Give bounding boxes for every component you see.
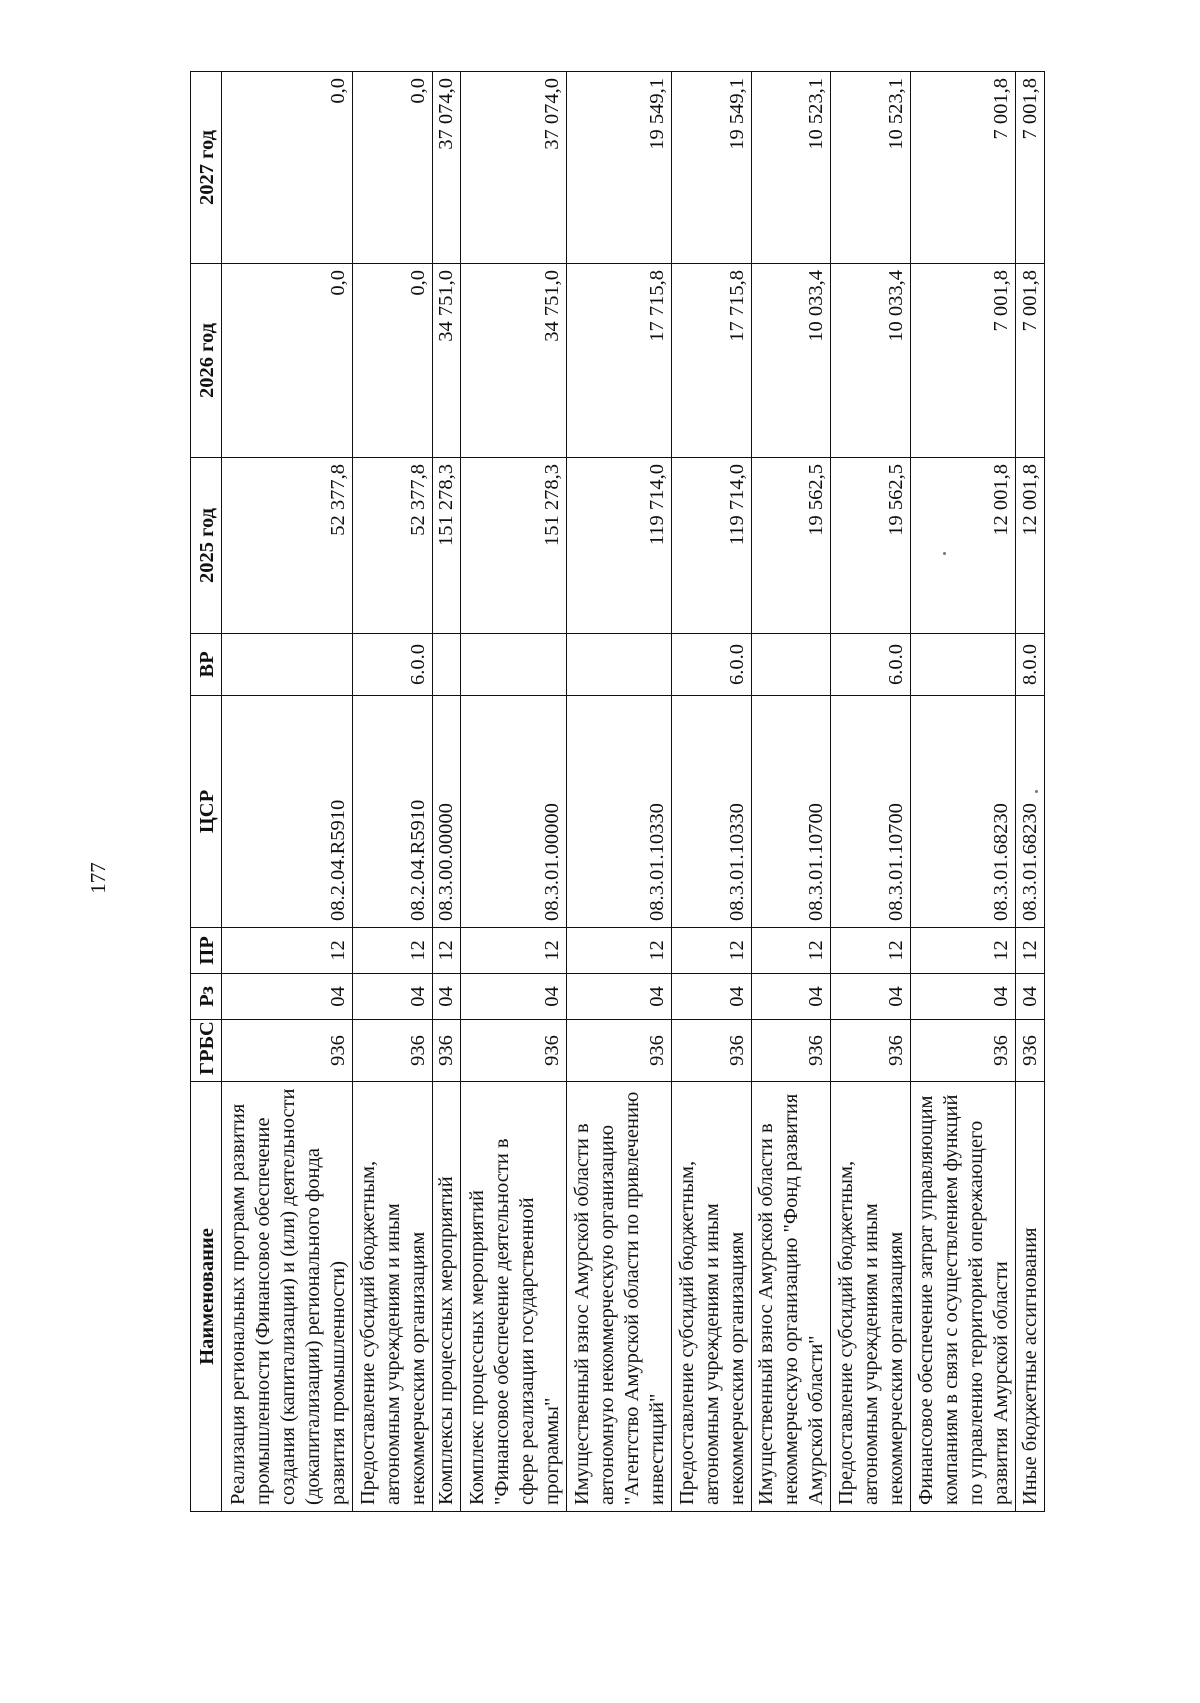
scan-speck [1035,790,1038,793]
cell-name: Реализация региональных программ развития промышленности (Финансовое обеспечение создания (капитализации) и (или) деятельности (докапитализации) регионального фонда развития промышленности) [222,1082,353,1512]
table-row [751,72,831,1512]
cell-y2025: 119 714,0 [566,458,671,634]
cell-y2026: 0,0 [222,264,353,458]
cell-vr [911,634,1016,696]
cell-y2027: 37 074,0 [461,72,566,264]
cell-grbs: 936 [461,1020,566,1082]
cell-y2026: 7 001,8 [911,264,1016,458]
cell-y2026: 34 751,0 [432,264,461,458]
cell-csr: 08.3.01.10700 [831,696,911,928]
cell-pr: 12 [432,928,461,974]
cell-vr: 6.0.0 [352,634,432,696]
cell-y2027: 0,0 [352,72,432,264]
cell-csr: 08.3.01.00000 [461,696,566,928]
cell-rz: 04 [352,974,432,1020]
table-row [461,72,566,1512]
table-row [831,72,911,1512]
header-row [191,72,222,1512]
cell-vr: 6.0.0 [831,634,911,696]
cell-y2026: 17 715,8 [566,264,671,458]
cell-grbs: 936 [751,1020,831,1082]
cell-csr: 08.3.00.00000 [432,696,461,928]
cell-name: Предоставление субсидий бюджетным, автономным учреждениям и иным некоммерческим организациям [671,1082,751,1512]
cell-grbs: 936 [831,1020,911,1082]
cell-vr: 8.0.0 [1016,634,1045,696]
cell-grbs: 936 [432,1020,461,1082]
cell-y2025: 12 001,8 [1016,458,1045,634]
header-name: Наименование [191,1082,222,1512]
cell-y2027: 19 549,1 [671,72,751,264]
cell-y2026: 0,0 [352,264,432,458]
cell-pr: 12 [566,928,671,974]
cell-name: Предоставление субсидий бюджетным, автономным учреждениям и иным некоммерческим организациям [831,1082,911,1512]
header-2027: 2027 год [191,72,222,264]
cell-rz: 04 [671,974,751,1020]
cell-rz: 04 [432,974,461,1020]
cell-pr: 12 [911,928,1016,974]
cell-grbs: 936 [1016,1020,1045,1082]
header-2025: 2025 год [191,458,222,634]
scan-speck [943,552,946,555]
cell-pr: 12 [1016,928,1045,974]
cell-name: Комплексы процессных мероприятий [432,1082,461,1512]
cell-vr: 6.0.0 [671,634,751,696]
cell-y2025: 12 001,8 [911,458,1016,634]
table-row [352,72,432,1512]
cell-y2026: 10 033,4 [751,264,831,458]
cell-y2026: 7 001,8 [1016,264,1045,458]
page-number: 177 [86,862,110,894]
cell-vr [222,634,353,696]
cell-pr: 12 [671,928,751,974]
cell-y2027: 0,0 [222,72,353,264]
cell-rz: 04 [566,974,671,1020]
cell-pr: 12 [461,928,566,974]
cell-pr: 12 [831,928,911,974]
cell-rz: 04 [831,974,911,1020]
cell-grbs: 936 [566,1020,671,1082]
cell-pr: 12 [222,928,353,974]
cell-grbs: 936 [671,1020,751,1082]
cell-y2026: 17 715,8 [671,264,751,458]
table-row [566,72,671,1512]
cell-rz: 04 [222,974,353,1020]
header-rz: Рз [191,974,222,1020]
cell-y2027: 10 523,1 [831,72,911,264]
cell-vr [432,634,461,696]
cell-grbs: 936 [222,1020,353,1082]
cell-y2025: 119 714,0 [671,458,751,634]
cell-y2025: 151 278,3 [461,458,566,634]
cell-pr: 12 [352,928,432,974]
cell-grbs: 936 [352,1020,432,1082]
header-pr: ПР [191,928,222,974]
header-vr: ВР [191,634,222,696]
cell-rz: 04 [461,974,566,1020]
cell-y2027: 19 549,1 [566,72,671,264]
cell-name: Предоставление субсидий бюджетным, автономным учреждениям и иным некоммерческим организациям [352,1082,432,1512]
cell-rz: 04 [751,974,831,1020]
cell-name: Имущественный взнос Амурской области в некоммерческую организацию "Фонд развития Амурской области" [751,1082,831,1512]
budget-table [190,71,1045,1512]
cell-y2025: 52 377,8 [222,458,353,634]
table-row [432,72,461,1512]
cell-name: Иные бюджетные ассигнования [1016,1082,1045,1512]
cell-vr [566,634,671,696]
table-row [222,72,353,1512]
cell-y2027: 7 001,8 [911,72,1016,264]
cell-csr: 08.3.01.68230 [911,696,1016,928]
cell-rz: 04 [911,974,1016,1020]
cell-csr: 08.3.01.68230 [1016,696,1045,928]
table-row [671,72,751,1512]
cell-name: Финансовое обеспечение затрат управляющим компаниям в связи с осуществлением функций по управлению территорией опережающего развития Амурской области [911,1082,1016,1512]
cell-y2026: 34 751,0 [461,264,566,458]
header-2026: 2026 год [191,264,222,458]
cell-vr [461,634,566,696]
cell-y2025: 151 278,3 [432,458,461,634]
cell-csr: 08.3.01.10330 [671,696,751,928]
cell-y2025: 19 562,5 [751,458,831,634]
table-row [911,72,1016,1512]
cell-name: Комплекс процессных мероприятий "Финансовое обеспечение деятельности в сфере реализации государственной программы" [461,1082,566,1512]
cell-y2025: 52 377,8 [352,458,432,634]
header-csr: ЦСР [191,696,222,928]
cell-csr: 08.3.01.10330 [566,696,671,928]
budget-table-container [190,72,1045,1512]
header-grbs: ГРБС [191,1020,222,1082]
cell-vr [751,634,831,696]
table-row [1016,72,1045,1512]
cell-y2025: 19 562,5 [831,458,911,634]
cell-csr: 08.2.04.R5910 [352,696,432,928]
cell-name: Имущественный взнос Амурской области в автономную некоммерческую организацию "Агентство Амурской области по привлечению инвестиций" [566,1082,671,1512]
cell-y2027: 10 523,1 [751,72,831,264]
cell-y2027: 7 001,8 [1016,72,1045,264]
cell-pr: 12 [751,928,831,974]
cell-csr: 08.3.01.10700 [751,696,831,928]
cell-rz: 04 [1016,974,1045,1020]
cell-grbs: 936 [911,1020,1016,1082]
cell-y2027: 37 074,0 [432,72,461,264]
cell-y2026: 10 033,4 [831,264,911,458]
cell-csr: 08.2.04.R5910 [222,696,353,928]
